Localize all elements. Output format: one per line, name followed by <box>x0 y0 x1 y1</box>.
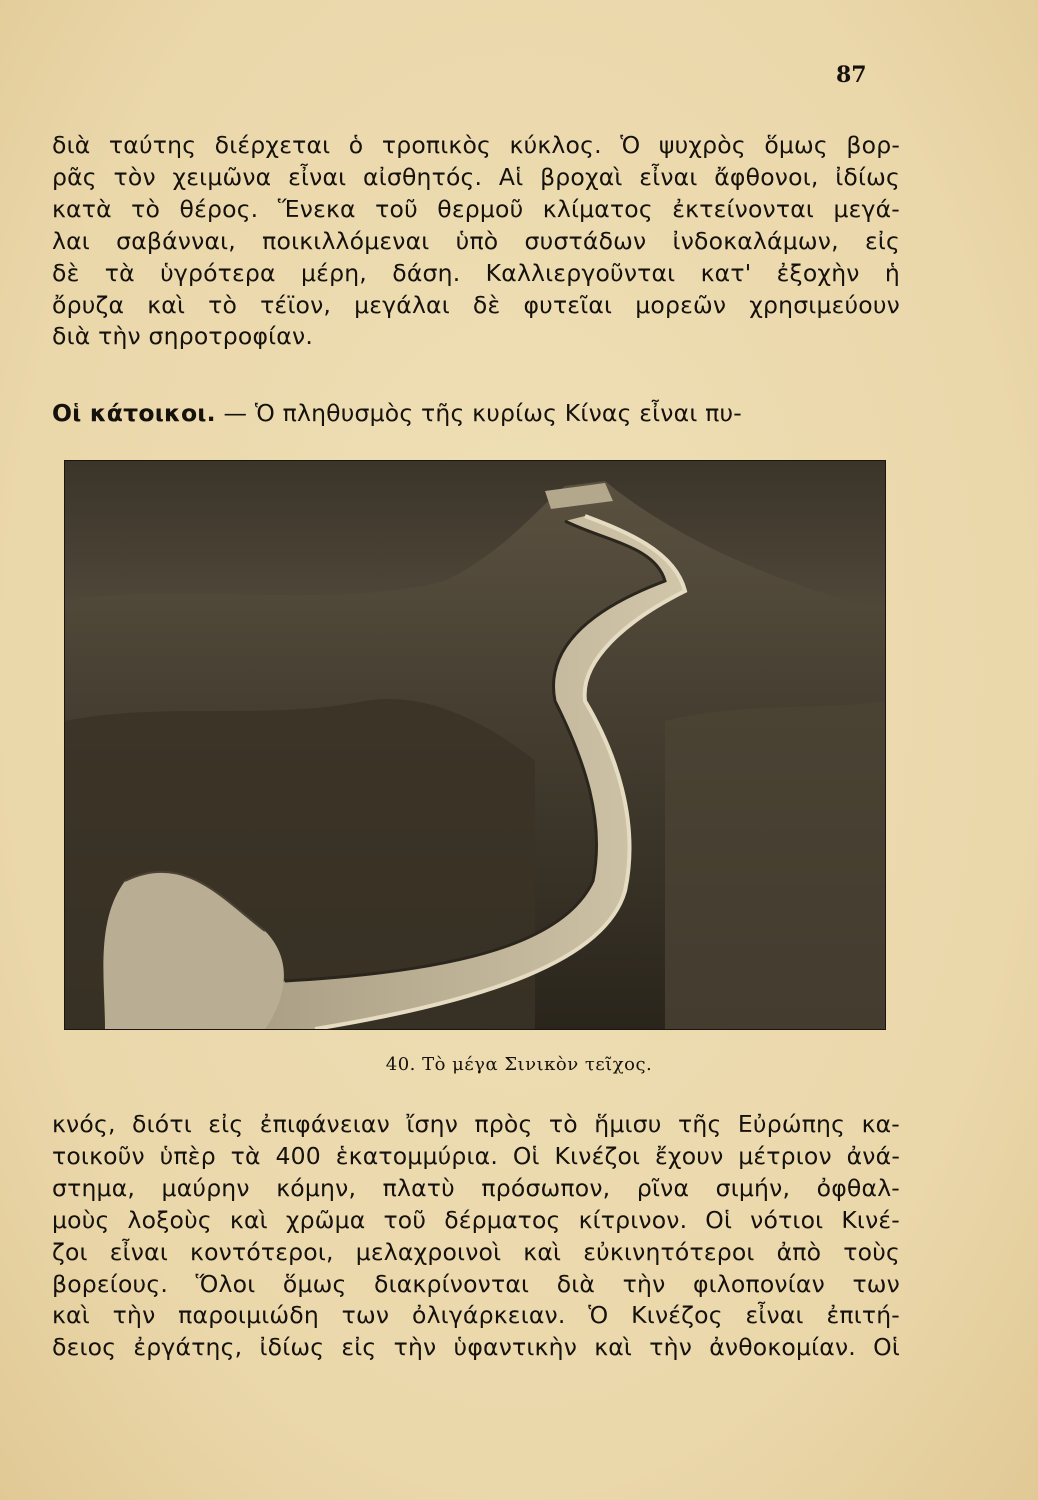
text-line: ζοι εἶναι κοντότεροι, μελαχροινοὶ καὶ εὐκινητότεροι ἀπὸ τοὺς <box>52 1237 900 1266</box>
text-line: δειος ἐργάτης, ἰδίως εἰς τὴν ὑφαντικὴν καὶ τὴν ἀνθοκομίαν. Οἱ <box>52 1333 900 1362</box>
text-line: καὶ τὴν παροιμιώδη των ὀλιγάρκειαν. Ὁ Κινέζος εἶναι ἐπιτή- <box>52 1301 900 1330</box>
photo-illustration <box>65 461 885 1029</box>
text-line: μοὺς λοξοὺς καὶ χρῶμα τοῦ δέρματος κίτρινον. Οἱ νότιοι Κινέ- <box>52 1205 900 1234</box>
text-line: ὄρυζα καὶ τὸ τέϊον, μεγάλαι δὲ φυτεῖαι μορεῶν χρησιμεύουν <box>52 290 900 319</box>
section-dash: — <box>215 399 255 427</box>
text-line: ρᾶς τὸν χειμῶνα εἶναι αἰσθητός. Αἱ βροχαὶ εἶναι ἄφθονοι, ἰδίως <box>52 162 900 191</box>
text-line: διὰ ταύτης διέρχεται ὁ τροπικὸς κύκλος. Ὁ ψυχρὸς ὅμως βορ- <box>52 131 900 159</box>
page-number: 87 <box>836 62 867 88</box>
text-line: διὰ τὴν σηροτροφίαν. <box>52 322 313 351</box>
great-wall-photo <box>64 460 886 1030</box>
paragraph-climate <box>52 130 900 353</box>
text-line: βορείους. Ὅλοι ὅμως διακρίνονται διὰ τὴν φιλοπονίαν των <box>52 1269 900 1298</box>
section-text: Ὁ πληθυσμὸς τῆς κυρίως Κίνας εἶναι πυ- <box>254 399 742 427</box>
text-line: κατὰ τὸ θέρος. Ἕνεκα τοῦ θερμοῦ κλίματος ἐκτείνονται μεγά- <box>52 194 900 223</box>
section-heading: Οἱ κάτοικοι. <box>52 399 216 427</box>
text-line: δὲ τὰ ὑγρότερα μέρη, δάση. Καλλιεργοῦνται κατ' ἐξοχὴν ἡ <box>52 258 900 287</box>
section-inhabitants <box>52 398 900 430</box>
section-line <box>52 398 900 430</box>
text-line: κνός, διότι εἰς ἐπιφάνειαν ἴσην πρὸς τὸ ἥμισυ τῆς Εὐρώπης κα- <box>52 1110 900 1138</box>
text-line: λαι σαβάνναι, ποικιλλόμεναι ὑπὸ συστάδων ἰνδοκαλάμων, εἰς <box>52 226 900 255</box>
text-line: στημα, μαύρην κόμην, πλατὺ πρόσωπον, ρῖνα σιμήν, ὀφθαλ- <box>52 1173 900 1202</box>
figure-caption: 40. Τὸ μέγα Σινικὸν τεῖχος. <box>385 1054 653 1075</box>
paragraph-population <box>52 1109 900 1364</box>
text-line: τοικοῦν ὑπὲρ τὰ 400 ἑκατομμύρια. Οἱ Κινέζοι ἔχουν μέτριον ἀνά- <box>52 1141 900 1170</box>
